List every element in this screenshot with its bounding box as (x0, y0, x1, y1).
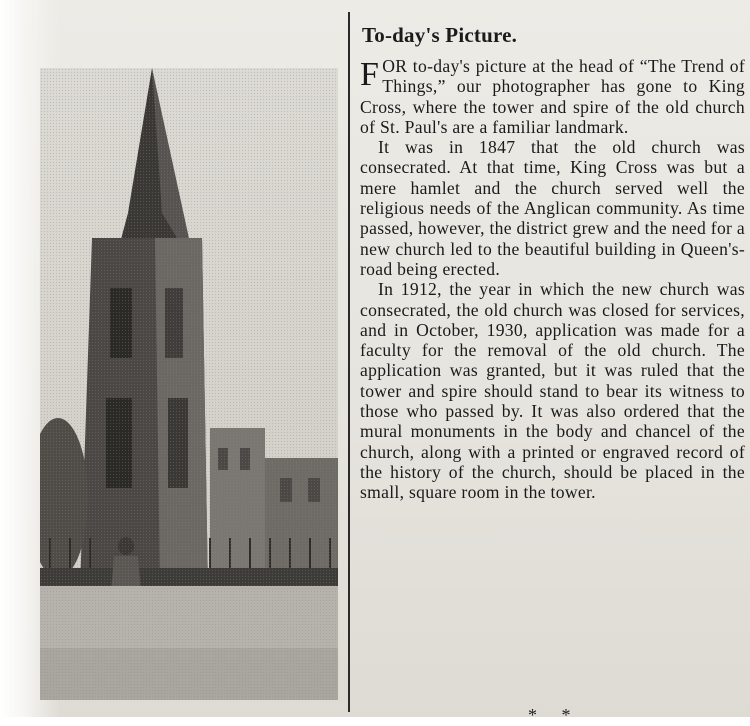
paragraph-text: OR to-day's picture at the head of “The Trend of Things,” our photographer has gone to King Cross, where the tower and spire of the old church of St. Paul's are a familiar landmark. (360, 56, 745, 137)
article-column (360, 16, 745, 716)
column-rule (348, 12, 350, 712)
church-spire-photo (40, 68, 338, 700)
paragraph-text: It was in 1847 that the old church was consecrated. At that time, King Cross was but a mere hamlet and the church served well the religious needs of the Anglican community. As time passed, however, the district grew and the need for a new church led to the beautiful building in Queen's-road being erected. (360, 137, 746, 279)
paragraph-text: In 1912, the year in which the new church was consecrated, the old church was closed for services, and in October, 1930, application was made for a faculty for the removal of the old church. The application was granted, but it was ruled that the tower and spire should stand to bear its witness to those who passed by. It was also ordered that the mural monuments in the body and chancel of the church, along with a printed or engraved record of the history of the church, should be placed in the small, square room in the tower. (360, 279, 745, 503)
article-paragraph-2 (360, 137, 745, 279)
article-paragraph-1 (360, 56, 745, 137)
article-headline: To-day's Picture. (362, 23, 518, 47)
article-paragraph-3 (360, 279, 745, 502)
section-end-stars: * * (528, 705, 581, 725)
drop-cap: F (360, 56, 380, 93)
